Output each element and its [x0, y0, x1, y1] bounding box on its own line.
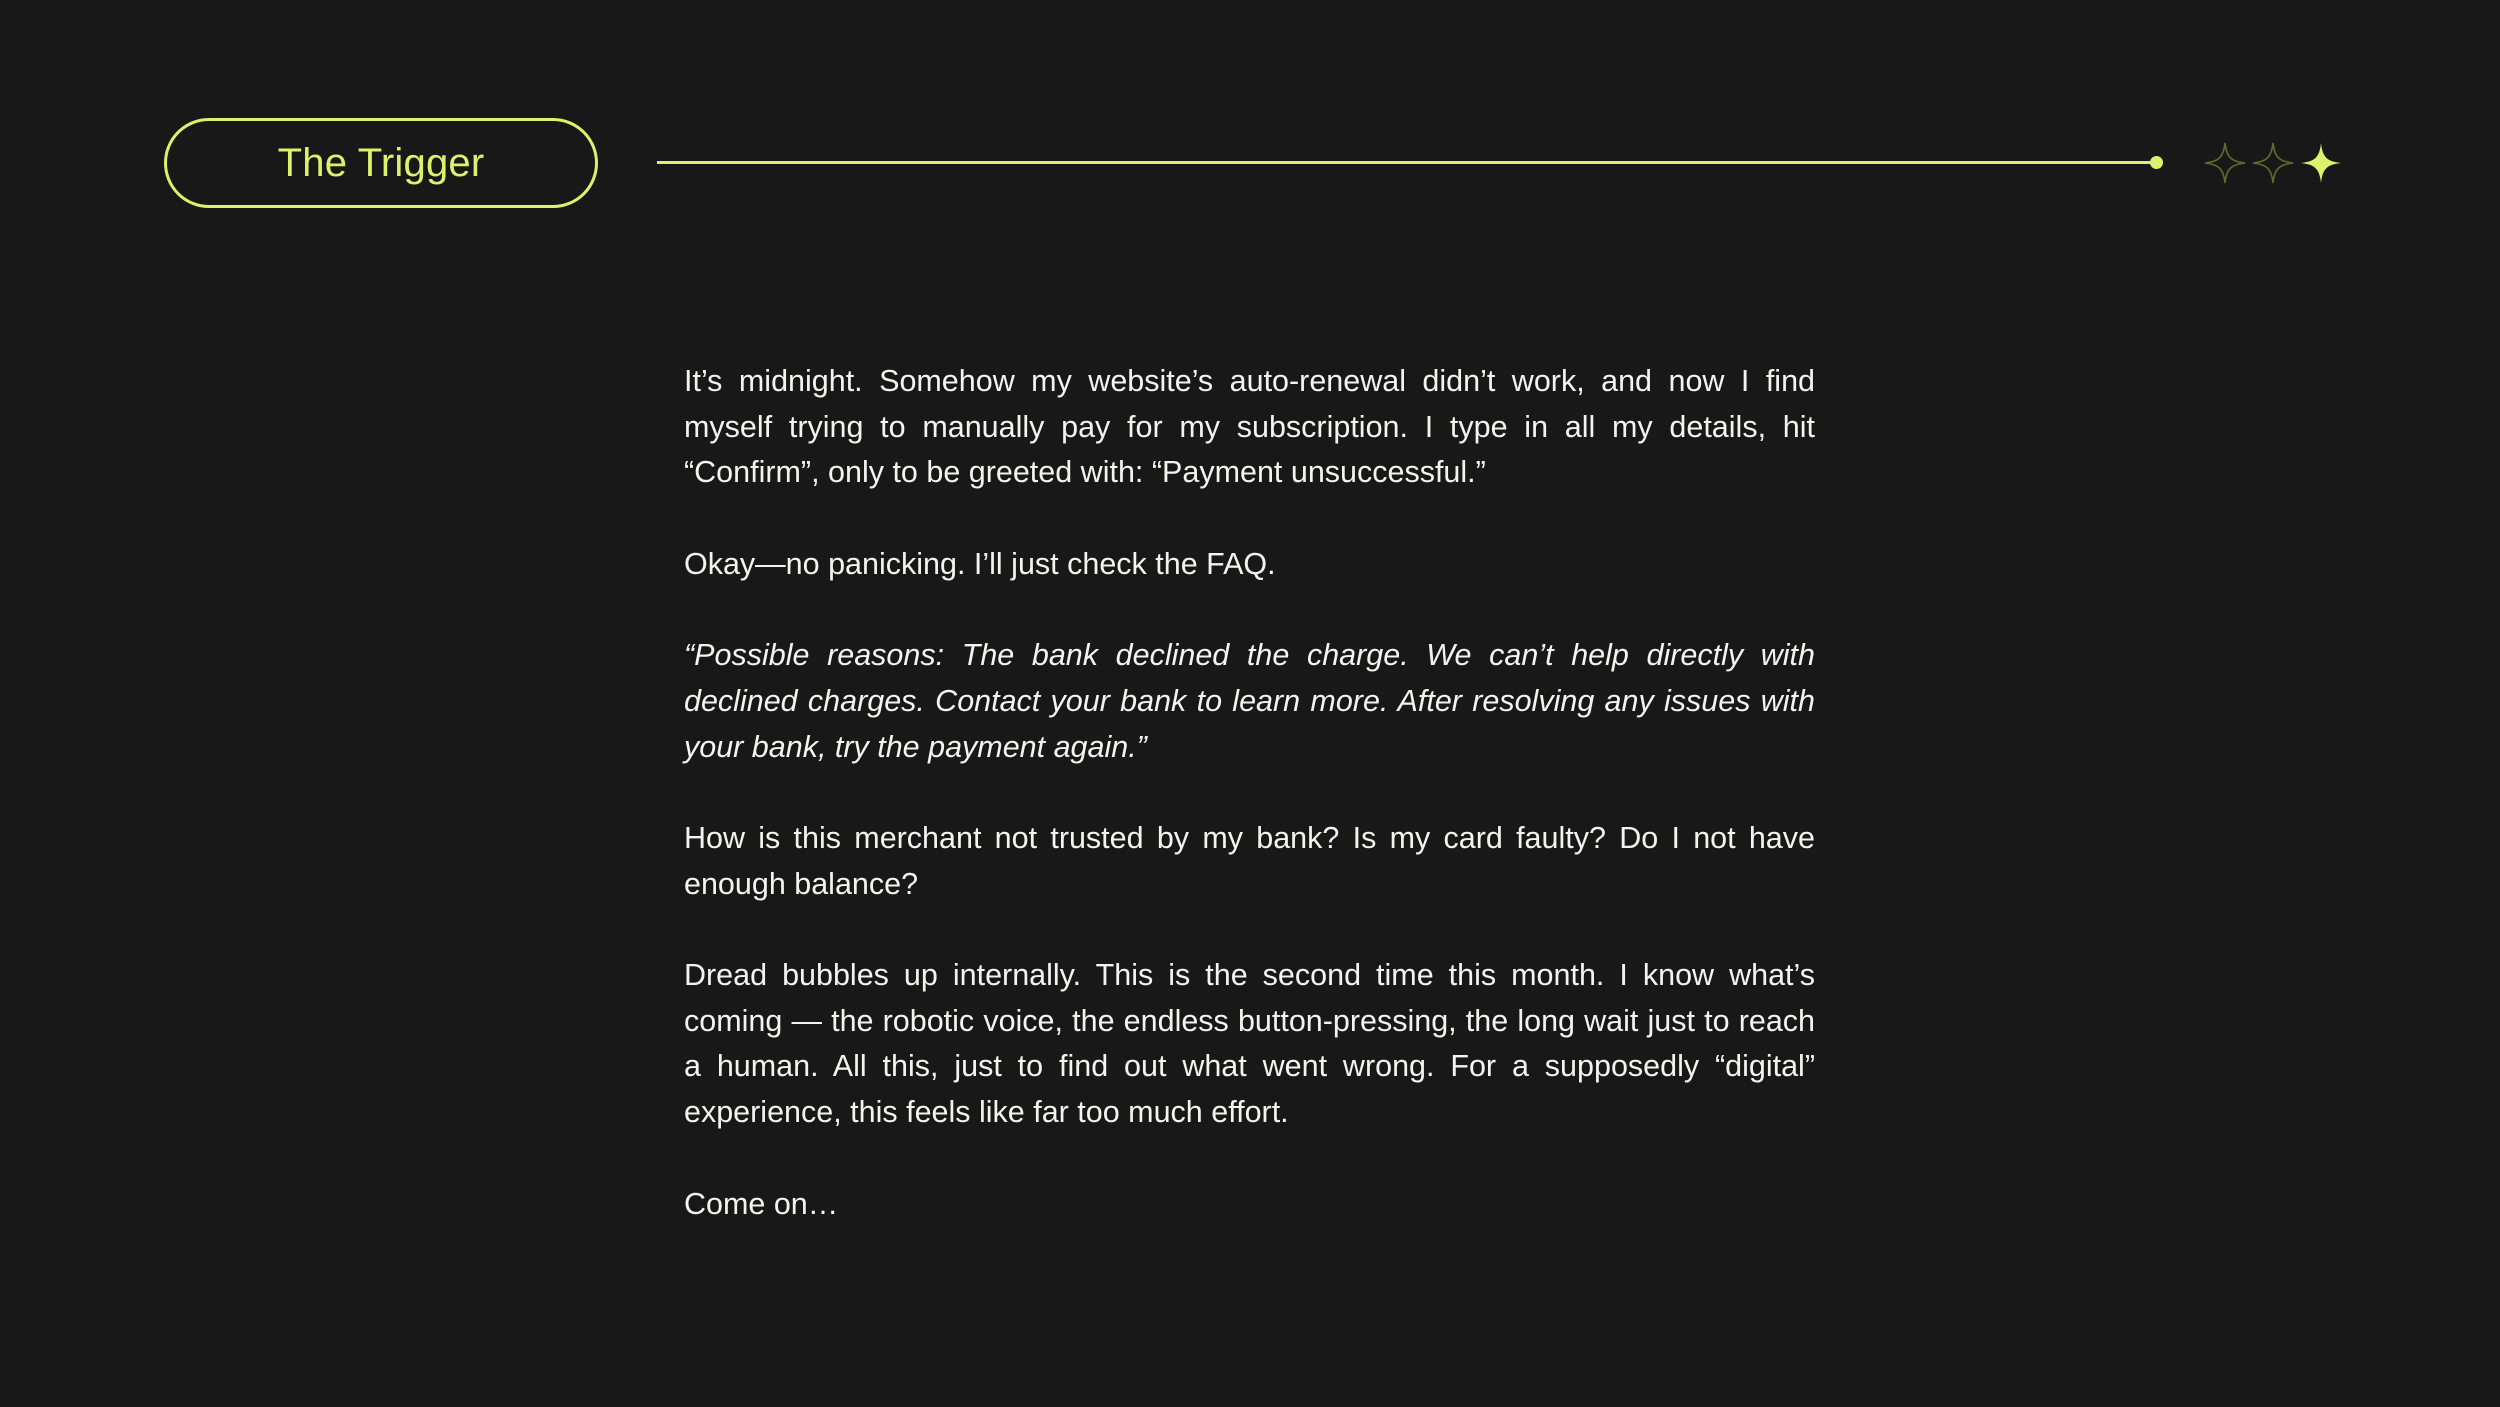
divider-end-dot: [2150, 156, 2163, 169]
story-body: [684, 359, 1815, 1273]
story-paragraph: Come on…: [684, 1186, 839, 1221]
sparkle-filled-icon: [2299, 141, 2343, 185]
section-title-pill: [164, 118, 598, 208]
header-divider-line: [657, 161, 2158, 164]
story-paragraph: Okay—no panicking. I’ll just check the FAQ.: [684, 546, 1276, 581]
story-paragraph: Dread bubbles up internally. This is the second time this month. I know what’s coming — the robotic voice, the endless button-pressing, the long wait just to reach a human. All this, just to find out what went wrong. For a supposedly “digital” experience, this feels like far too much effort.: [684, 958, 1815, 1130]
story-paragraph: How is this merchant not trusted by my bank? Is my card faulty? Do I not have enough balance?: [684, 820, 1815, 901]
section-title: The Trigger: [277, 140, 485, 185]
sparkle-outline-icon: [2203, 141, 2247, 185]
sparkle-outline-icon: [2251, 141, 2295, 185]
faq-quote-paragraph: “Possible reasons: The bank declined the charge. We can’t help directly with declined charges. Contact your bank to learn more. After resolving any issues with your bank, try the payment again.”: [684, 638, 1815, 764]
story-paragraph: It’s midnight. Somehow my website’s auto-renewal didn’t work, and now I find myself trying to manually pay for my subscription. I type in all my details, hit “Confirm”, only to be greeted with: “Payment unsuccessful.”: [684, 364, 1815, 490]
